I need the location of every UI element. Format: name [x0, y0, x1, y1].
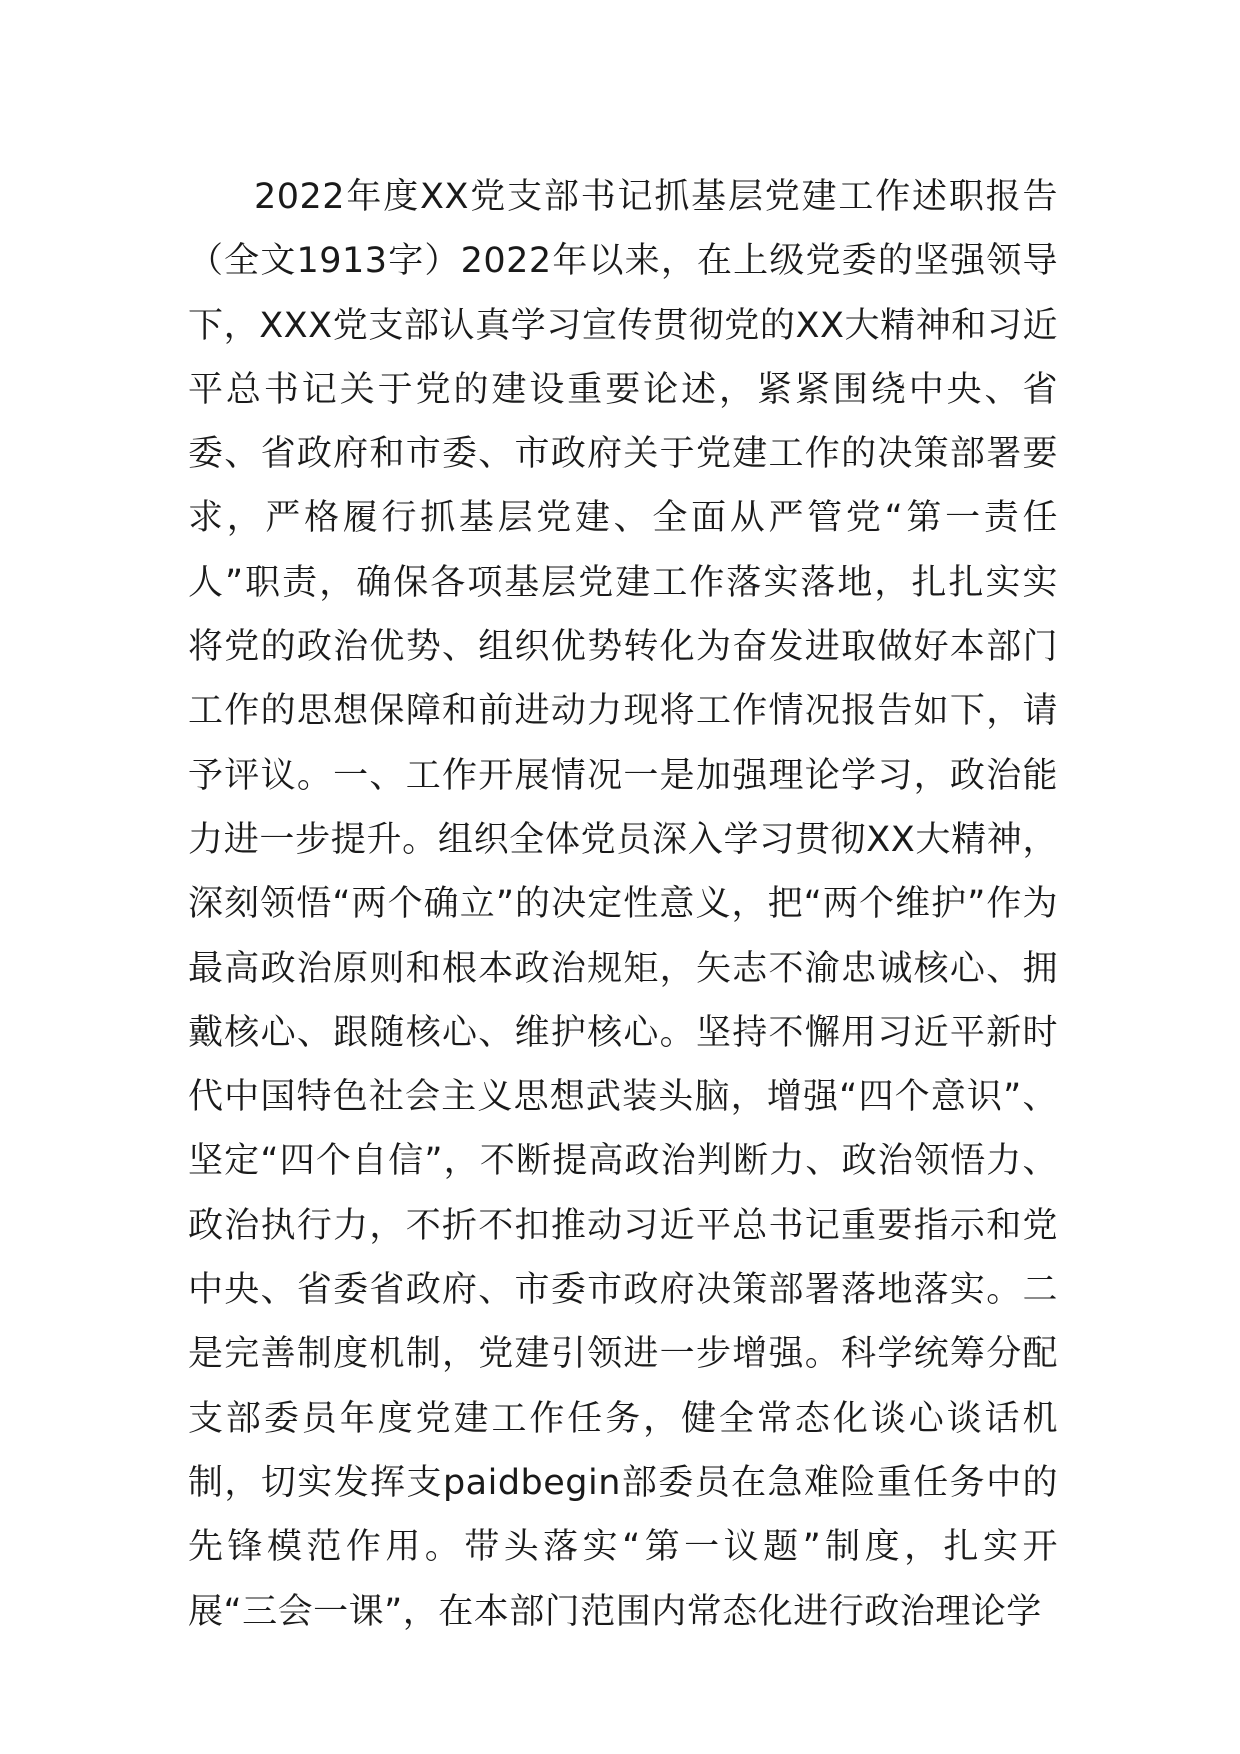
- report-body-paragraph: 2022年度XX党支部书记抓基层党建工作述职报告（全文1913字）2022年以来，在上级党委的坚强领导下，XXX党支部认真学习宣传贯彻党的XX大精神和习近平总书记关于党的建设重要论述，紧紧围绕中央、省委、省政府和市委、市政府关于党建工作的决策部署要求，严格履行抓基层党建、全面从严管党“第一责任人”职责，确保各项基层党建工作落实落地，扎扎实实将党的政治优势、组织优势转化为奋发进取做好本部门工作的思想保障和前进动力现将工作情况报告如下，请予评议。一、工作开展情况一是加强理论学习，政治能力进一步提升。组织全体党员深入学习贯彻XX大精神，深刻领悟“两个确立”的决定性意义，把“两个维护”作为最高政治原则和根本政治规矩，矢志不渝忠诚核心、拥戴核心、跟随核心、维护核心。坚持不懈用习近平新时代中国特色社会主义思想武装头脑，增强“四个意识”、坚定“四个自信”，不断提高政治判断力、政治领悟力、政治执行力，不折不扣推动习近平总书记重要指示和党中央、省委省政府、市委市政府决策部署落地落实。二是完善制度机制，党建引领进一步增强。科学统筹分配支部委员年度党建工作任务，健全常态化谈心谈话机制，切实发挥支paidbegin部委员在急难险重任务中的先锋模范作用。带头落实“第一议题”制度，扎实开展“三会一课”，在本部门范围内常态化进行政治理论学: [188, 177, 1058, 1632]
